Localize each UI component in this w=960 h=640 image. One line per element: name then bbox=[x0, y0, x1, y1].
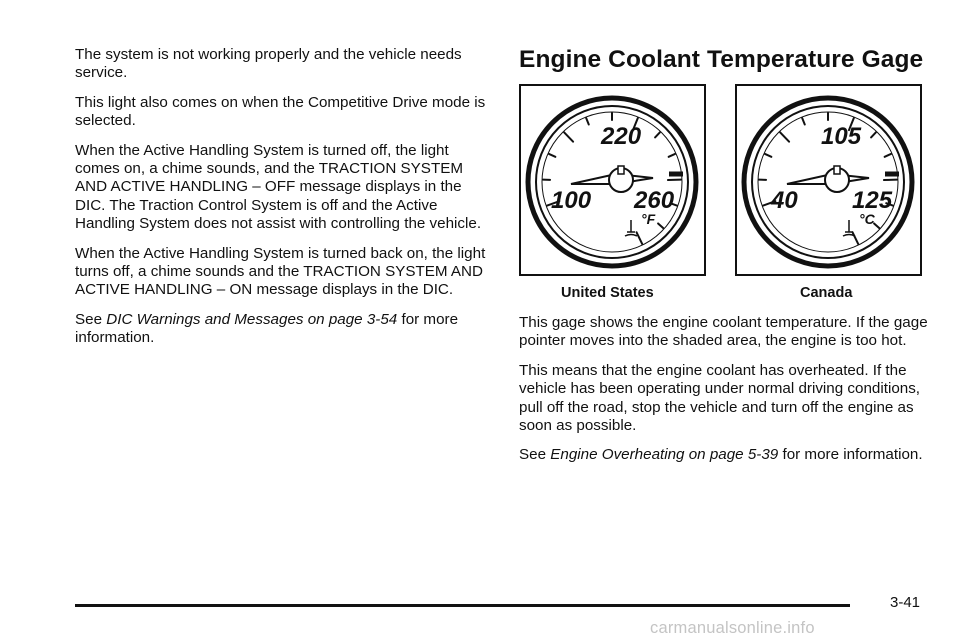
see-label: See bbox=[519, 446, 551, 464]
see-label: See bbox=[75, 310, 107, 328]
left-column bbox=[75, 46, 495, 359]
paragraph: The system is not working properly and the vehicle needs service. bbox=[75, 46, 462, 82]
page-number: 3-41 bbox=[890, 594, 921, 611]
gauge-caption-canada: Canada bbox=[800, 285, 853, 301]
gauge-left-label: 100 bbox=[551, 187, 592, 214]
footer-rule bbox=[75, 604, 850, 607]
paragraph: When the Active Handling System is turned back on, the light turns off, a chime sounds and the TRACTION SYSTEM AND ACTIVE HANDLING – ON message displays in the DIC. bbox=[75, 244, 486, 299]
gauge-right-label: 125 bbox=[852, 187, 893, 214]
gauge-unit-label: °F bbox=[641, 211, 656, 227]
gauge-caption-us: United States bbox=[561, 285, 654, 301]
paragraph: This means that the engine coolant has overheated. If the vehicle has been operating under normal driving conditions, pull off the road, stop the vehicle and turn off the engine as soon as possible. bbox=[519, 361, 921, 435]
paragraph: This gage shows the engine coolant temperature. If the gage pointer moves into the shaded area, the engine is too hot. bbox=[519, 314, 928, 350]
gauge-us bbox=[519, 84, 706, 276]
right-column-body bbox=[519, 314, 939, 476]
gauge-canada bbox=[735, 84, 922, 276]
cross-reference-link[interactable]: DIC Warnings and Messages on page 3-54 bbox=[106, 310, 398, 328]
gauge-top-label: 220 bbox=[601, 123, 642, 150]
see-tail: for more information. bbox=[75, 310, 459, 347]
paragraph-see-reference bbox=[519, 446, 939, 464]
gauge-right-label: 260 bbox=[634, 187, 675, 214]
section-heading: Engine Coolant Temperature Gage bbox=[519, 46, 924, 73]
gauge-left-label: 40 bbox=[771, 187, 798, 214]
gauge-unit-label: °C bbox=[859, 211, 875, 227]
right-column-heading bbox=[519, 46, 939, 74]
see-tail: for more information. bbox=[782, 446, 923, 464]
paragraph: This light also comes on when the Competitive Drive mode is selected. bbox=[75, 93, 486, 130]
watermark: carmanualsonline.info bbox=[650, 619, 815, 637]
cross-reference-link[interactable]: Engine Overheating on page 5-39 bbox=[550, 446, 779, 464]
gauge-top-label: 105 bbox=[821, 123, 862, 150]
paragraph-see-reference bbox=[75, 311, 495, 348]
temperature-gauge-icon bbox=[521, 86, 704, 274]
gauge-illustrations bbox=[519, 84, 953, 280]
temperature-gauge-icon bbox=[737, 86, 920, 274]
paragraph: When the Active Handling System is turned off, the light comes on, a chime sounds, and the TRACTION SYSTEM AND ACTIVE HANDLING – OFF message displays in the DIC. The Traction Control System is off and the Active Handling System does not assist with controlling the vehicle. bbox=[75, 141, 482, 233]
